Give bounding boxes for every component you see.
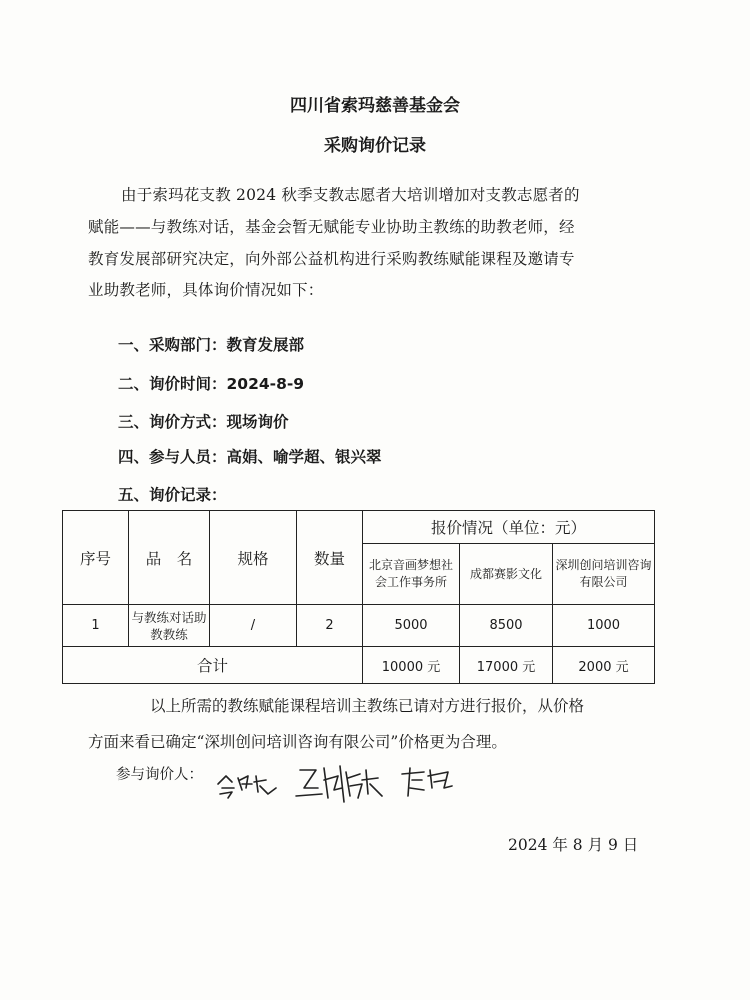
summary-line: 以上所需的教练赋能课程培训主教练已请对方进行报价，从价格 — [150, 697, 585, 715]
summary-line: 方面来看已确定“深圳创问培训咨询有限公司”价格更为合理。 — [88, 733, 507, 751]
header-vendor-c: 深圳创问培训咨询有限公司 — [553, 544, 655, 605]
total-vendor-c: 2000 元 — [553, 647, 655, 684]
item-department: 一、采购部门：教育发展部 — [118, 336, 305, 354]
total-vendor-a: 10000 元 — [363, 647, 460, 684]
item-inquiry-time: 二、询价时间：2024-8-9 — [118, 375, 305, 393]
signature-2 — [296, 766, 382, 802]
header-seq: 序号 — [63, 511, 129, 605]
row-vendor-b-price: 8500 — [460, 605, 553, 647]
row-seq: 1 — [63, 605, 129, 647]
table-row — [63, 605, 655, 647]
signature-3 — [402, 768, 452, 796]
item-inquiry-record: 五、询价记录： — [118, 486, 227, 504]
intro-line: 教育发展部研究决定，向外部公益机构进行采购教练赋能课程及邀请专 — [88, 249, 575, 268]
header-name: 品 名 — [129, 511, 210, 605]
row-spec: / — [210, 605, 297, 647]
row-vendor-c-price: 1000 — [553, 605, 655, 647]
summary-paragraph — [88, 688, 663, 760]
signature-1 — [218, 776, 276, 798]
total-row — [63, 647, 655, 684]
intro-line: 由于索玛花支教 2024 秋季支教志愿者大培训增加对支教志愿者的 — [121, 186, 580, 204]
header-vendor-b: 成都赛影文化 — [460, 544, 553, 605]
header-vendor-a: 北京音画梦想社会工作事务所 — [363, 544, 460, 605]
document-date: 2024 年 8 月 9 日 — [508, 836, 639, 854]
total-label: 合计 — [63, 647, 363, 684]
row-name: 与教练对话助教教练 — [129, 605, 210, 647]
intro-line: 业助教老师，具体询价情况如下： — [88, 281, 324, 300]
row-vendor-a-price: 5000 — [363, 605, 460, 647]
intro-paragraph — [88, 180, 663, 307]
signers-label: 参与询价人： — [116, 767, 203, 783]
total-vendor-b: 17000 元 — [460, 647, 553, 684]
item-participants: 四、参与人员：高娟、喻学超、银兴翠 — [118, 448, 382, 466]
row-qty: 2 — [297, 605, 363, 647]
handwritten-signatures — [212, 758, 462, 808]
quote-table — [62, 510, 655, 684]
header-spec: 规格 — [210, 511, 297, 605]
org-name: 四川省索玛慈善基金会 — [290, 96, 460, 116]
intro-line: 赋能——与教练对话，基金会暂无赋能专业协助主教练的助教老师，经 — [88, 217, 575, 236]
item-inquiry-method: 三、询价方式：现场询价 — [118, 413, 289, 431]
doc-title: 采购询价记录 — [324, 136, 426, 156]
header-quote-group: 报价情况（单位：元） — [363, 511, 655, 544]
header-qty: 数量 — [297, 511, 363, 605]
